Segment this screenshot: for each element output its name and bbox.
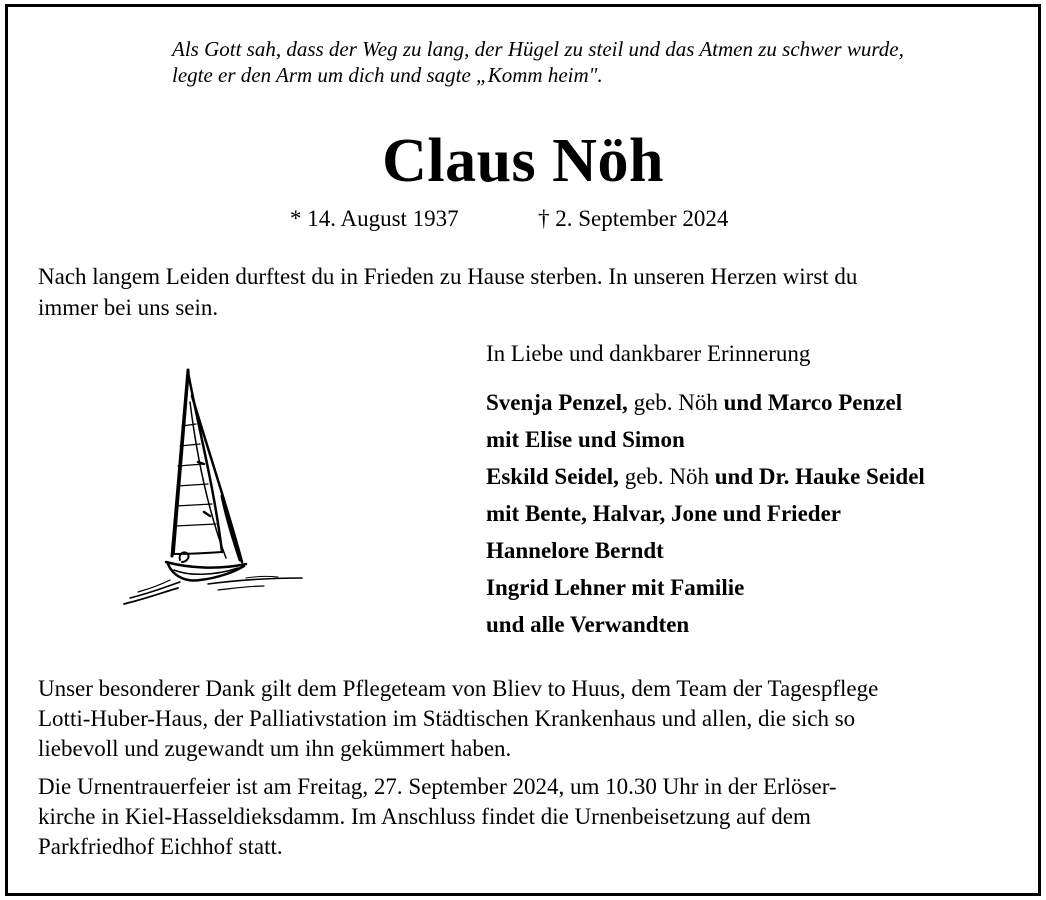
intro-line-2: immer bei uns sein. — [38, 295, 219, 320]
mourner-partner: und Dr. Hauke Seidel — [709, 464, 925, 489]
mourner-line — [486, 384, 925, 421]
mourner-birth-name: geb. Nöh — [627, 390, 718, 415]
mourner-line: Ingrid Lehner mit Familie — [486, 575, 745, 600]
mourners-list — [486, 384, 925, 643]
intro-text — [38, 261, 1008, 323]
mourner-birth-name: geb. Nöh — [618, 464, 710, 489]
birth-date: * 14. August 1937 — [290, 206, 459, 231]
mourner-partner: und Marco Penzel — [717, 390, 903, 415]
mourner-line: Hannelore Berndt — [486, 538, 664, 563]
remembrance-line: In Liebe und dankbarer Erinnerung — [486, 341, 811, 366]
mourner-line: und alle Verwandten — [486, 612, 690, 637]
thanks-line-2: Lotti-Huber-Haus, der Palliativstation im Städtischen Krankenhaus und allen, die sich so — [38, 706, 856, 731]
sailboat-icon — [118, 366, 308, 614]
thanks-text — [38, 674, 1018, 764]
mourner-name: Svenja Penzel, — [486, 390, 628, 415]
mourner-line: mit Elise und Simon — [486, 427, 685, 452]
intro-line-1: Nach langem Leiden durftest du in Frieden zu Hause sterben. In unseren Herzen wirst du — [38, 264, 858, 289]
motto-line-1: Als Gott sah, dass der Weg zu lang, der Hügel zu steil und das Atmen zu schwer wurde, — [172, 37, 904, 61]
service-info — [38, 772, 1018, 862]
deceased-name: Claus Nöh — [382, 127, 664, 195]
motto-quote — [172, 36, 1022, 88]
mourner-line — [486, 458, 925, 495]
motto-line-2: legte er den Arm um dich und sagte „Komm heim". — [172, 63, 603, 87]
mourner-name: Eskild Seidel, — [486, 464, 619, 489]
thanks-line-1: Unser besonderer Dank gilt dem Pflegeteam von Bliev to Huus, dem Team der Tagespflege — [38, 676, 879, 701]
service-line-2: kirche in Kiel-Hasseldieksdamm. Im Anschluss findet die Urnenbeisetzung auf dem — [38, 804, 811, 829]
service-line-1: Die Urnentrauerfeier ist am Freitag, 27. September 2024, um 10.30 Uhr in der Erlöser- — [38, 774, 837, 799]
mourner-line: mit Bente, Halvar, Jone und Frieder — [486, 501, 841, 526]
death-date: † 2. September 2024 — [538, 206, 729, 231]
service-line-3: Parkfriedhof Eichhof statt. — [38, 834, 283, 859]
thanks-line-3: liebevoll und zugewandt um ihn gekümmert haben. — [38, 736, 512, 761]
